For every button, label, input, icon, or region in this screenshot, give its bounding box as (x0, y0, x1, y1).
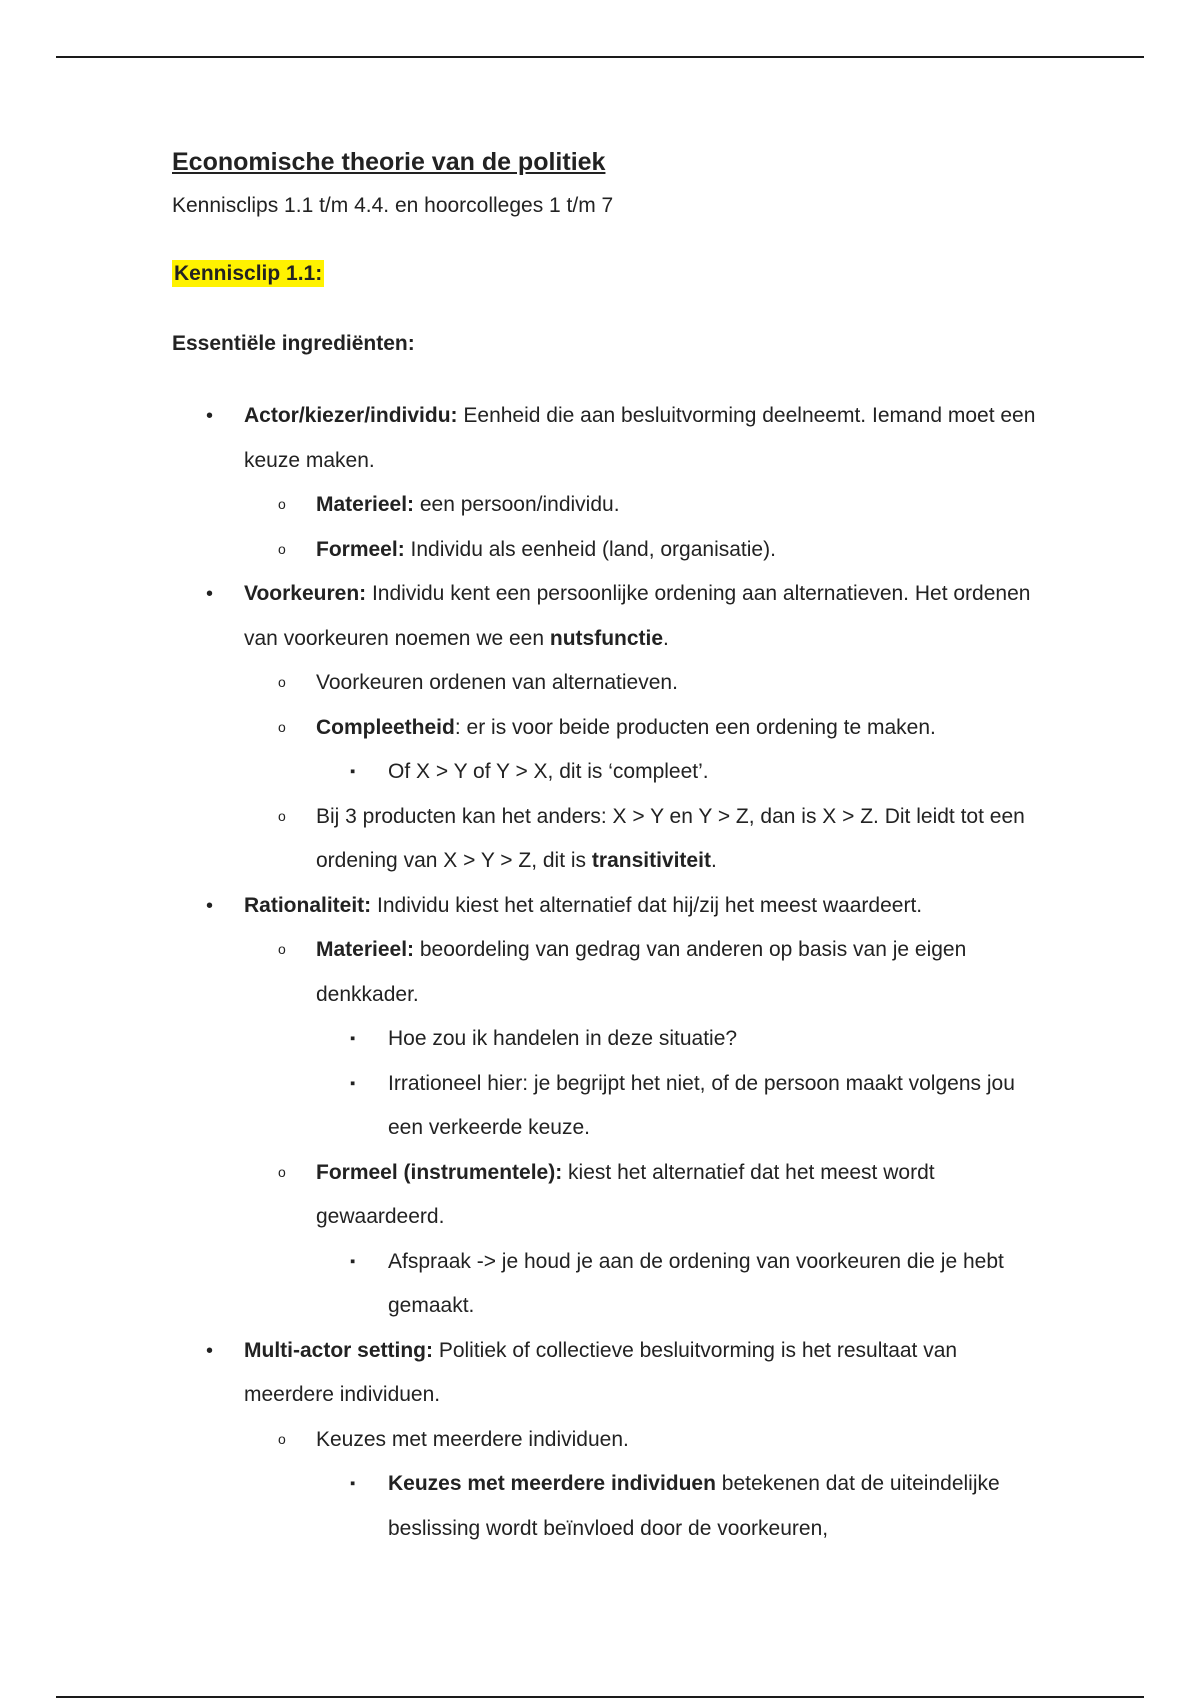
text-materieel: een persoon/individu. (414, 493, 620, 516)
text-keuzes: Keuzes met meerdere individuen. (316, 1427, 629, 1451)
text-transitiviteit: Bij 3 producten kan het anders: X > Y en Y > Z, dan is X > Z. Dit leidt tot een ordening van X > Y > Z, dit is (316, 804, 1025, 872)
list-item (244, 1151, 1052, 1329)
term-voorkeuren: Voorkeuren: (244, 582, 367, 605)
sublist-compleetheid (316, 750, 1052, 795)
list-item: o Voorkeuren ordenen van alternatieven. (244, 661, 1052, 706)
sublist-rationaliteit (244, 928, 1052, 1329)
bottom-rule (56, 1696, 1144, 1698)
text-rationaliteit: Individu kiest het alternatief dat hij/zij het meest waardeert. (371, 893, 923, 917)
list-item (244, 1418, 1052, 1552)
sublist-materieel-rat (316, 1017, 1052, 1151)
sublist-actor (244, 483, 1052, 572)
list-item: ▪ Irrationeel hier: je begrijpt het niet, of de persoon maakt volgens jou een verkeerde keuze. (316, 1062, 1052, 1151)
term-materieel-rat: Materieel: (316, 938, 415, 961)
clip-heading (172, 252, 1052, 296)
text-keuzes-detail: betekenen dat de uiteindelijke beslissing wordt beïnvloed door de voorkeuren, (388, 1472, 1000, 1540)
term-transitiviteit: transitiviteit (591, 849, 711, 872)
list-item-voorkeuren (172, 572, 1052, 884)
text-materieel-rat: beoordeling van gedrag van anderen op basis van je eigen denkkader. (316, 938, 967, 1006)
clip-highlight: Kennisclip 1.1: (174, 262, 323, 285)
list-item (316, 1462, 1052, 1551)
term-formeel: Formeel: (316, 537, 405, 561)
list-item (244, 528, 1052, 573)
term-compleetheid: Compleetheid (316, 715, 455, 739)
list-item (244, 928, 1052, 1151)
sublist-keuzes (316, 1462, 1052, 1551)
text-actor: Eenheid die aan besluitvorming deelneemt. Iemand moet een keuze maken. (244, 404, 1036, 472)
text-formeel: Individu als eenheid (land, organisatie). (404, 537, 776, 561)
section-heading: Essentiële ingrediënten: (172, 332, 415, 355)
term-rationaliteit: Rationaliteit: (244, 893, 372, 917)
list-item: ▪ Afspraak -> je houd je aan de ordening van voorkeuren die je hebt gemaakt. (316, 1240, 1052, 1329)
list-item-multi-actor (172, 1329, 1052, 1552)
top-rule (56, 56, 1144, 58)
list-item-rationaliteit (172, 884, 1052, 1329)
sublist-formeel-rat (316, 1240, 1052, 1329)
term-materieel: Materieel: (316, 493, 415, 516)
text-transitiviteit-end: . (710, 849, 717, 872)
list-item (244, 483, 1052, 528)
list-item: ▪ Of X > Y of Y > X, dit is ‘compleet’. (316, 750, 1052, 795)
term-formeel-rat: Formeel (instrumentele): (316, 1160, 563, 1184)
text-compleetheid: : er is voor beide producten een ordening te maken. (454, 715, 936, 739)
list-item: ▪ Hoe zou ik handelen in deze situatie? (316, 1017, 1052, 1062)
document-subtitle: Kennisclips 1.1 t/m 4.4. en hoorcolleges 1 t/m 7 (172, 194, 614, 217)
term-keuzes: Keuzes met meerdere individuen (388, 1472, 716, 1495)
list-item-actor (172, 394, 1052, 572)
text-multi-actor: Politiek of collectieve besluitvorming is het resultaat van meerdere individuen. (244, 1338, 958, 1406)
text-voorkeuren-end: . (663, 626, 669, 650)
term-multi-actor: Multi-actor setting: (244, 1338, 433, 1362)
document-page (172, 140, 1052, 1551)
term-nutsfunctie: nutsfunctie (549, 626, 664, 650)
term-actor: Actor/kiezer/individu: (244, 404, 458, 427)
list-item (244, 706, 1052, 795)
text-formeel-rat: kiest het alternatief dat het meest wordt gewaardeerd. (316, 1160, 935, 1228)
sublist-multi-actor (244, 1418, 1052, 1552)
list-item (244, 795, 1052, 884)
text-voorkeuren: Individu kent een persoonlijke ordening aan alternatieven. Het ordenen van voorkeuren noemen we een (244, 582, 1031, 650)
sublist-voorkeuren (244, 661, 1052, 884)
document-title: Economische theorie van de politiek (172, 148, 606, 176)
ingredients-list (172, 394, 1052, 1551)
